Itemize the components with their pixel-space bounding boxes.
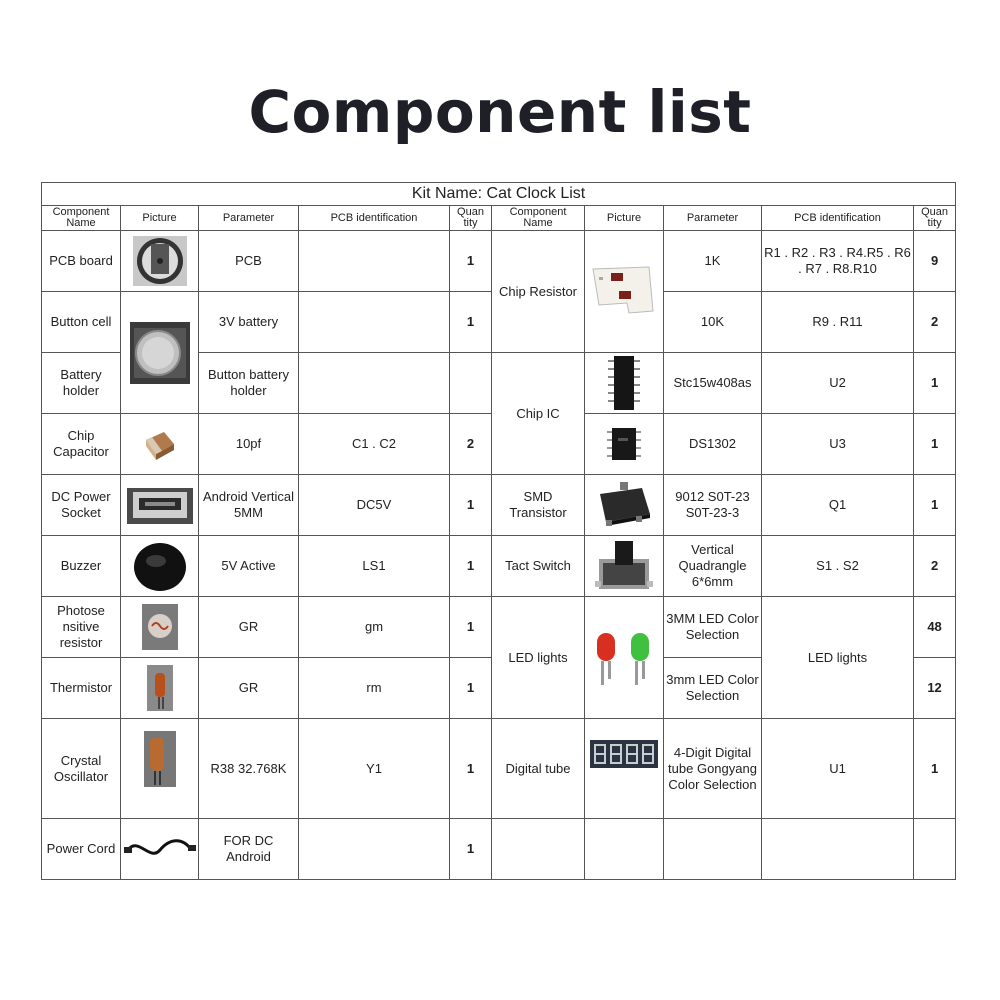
dc-socket-photo xyxy=(121,475,199,536)
parameter: GR xyxy=(199,658,299,719)
crystal-photo xyxy=(121,719,199,819)
chip-capacitor-photo xyxy=(121,414,199,475)
thermistor-photo xyxy=(121,658,199,719)
quantity: 1 xyxy=(914,353,956,414)
header-row xyxy=(42,206,956,231)
pcb-identification: R1 . R2 . R3 . R4.R5 . R6 . R7 . R8.R10 xyxy=(762,231,914,292)
pcb-identification: Q1 xyxy=(762,475,914,536)
component-name: Button cell xyxy=(42,292,121,353)
pcb-identification xyxy=(299,819,450,880)
header-component-name: Component Name xyxy=(492,206,585,231)
quantity: 1 xyxy=(450,819,492,880)
power-cord-photo xyxy=(121,819,199,880)
component-name: Chip Capacitor xyxy=(42,414,121,475)
quantity: 2 xyxy=(914,292,956,353)
quantity: 1 xyxy=(914,719,956,819)
header-component-name: Component Name xyxy=(42,206,121,231)
empty-cell xyxy=(762,819,914,880)
component-name: LED lights xyxy=(492,597,585,719)
header-parameter: Parameter xyxy=(664,206,762,231)
photoresistor-photo xyxy=(121,597,199,658)
digital-tube-photo xyxy=(585,719,664,819)
component-name: Digital tube xyxy=(492,719,585,819)
ic-stc-photo xyxy=(585,353,664,414)
component-table xyxy=(41,182,956,880)
component-name: Photose nsitive resistor xyxy=(42,597,121,658)
parameter: Android Vertical 5MM xyxy=(199,475,299,536)
quantity: 1 xyxy=(450,475,492,536)
parameter: R38 32.768K xyxy=(199,719,299,819)
parameter: 1K xyxy=(664,231,762,292)
pcb-identification: U1 xyxy=(762,719,914,819)
parameter: 5V Active xyxy=(199,536,299,597)
pcb-identification: DC5V xyxy=(299,475,450,536)
table-row xyxy=(42,231,956,292)
table-row xyxy=(42,719,956,819)
table-row xyxy=(42,597,956,658)
tact-switch-photo xyxy=(585,536,664,597)
header-parameter: Parameter xyxy=(199,206,299,231)
pcb-identification: LS1 xyxy=(299,536,450,597)
quantity: 1 xyxy=(450,536,492,597)
pcb-identification: U3 xyxy=(762,414,914,475)
header-quantity: Quan tity xyxy=(450,206,492,231)
ic-ds1302-photo xyxy=(585,414,664,475)
component-name: Thermistor xyxy=(42,658,121,719)
parameter: 10pf xyxy=(199,414,299,475)
parameter: 3mm LED Color Selection xyxy=(664,658,762,719)
parameter: GR xyxy=(199,597,299,658)
chip-resistor-photo xyxy=(585,231,664,353)
table-row xyxy=(42,819,956,880)
parameter: 9012 S0T-23 S0T-23-3 xyxy=(664,475,762,536)
kit-name: Kit Name: Cat Clock List xyxy=(42,183,956,206)
header-picture: Picture xyxy=(121,206,199,231)
pcb-identification: R9 . R11 xyxy=(762,292,914,353)
component-name: Power Cord xyxy=(42,819,121,880)
parameter: 3V battery xyxy=(199,292,299,353)
component-name: Chip IC xyxy=(492,353,585,475)
empty-cell xyxy=(585,819,664,880)
quantity: 1 xyxy=(450,597,492,658)
component-name: PCB board xyxy=(42,231,121,292)
quantity: 1 xyxy=(914,475,956,536)
table-row xyxy=(42,536,956,597)
pcb-identification: U2 xyxy=(762,353,914,414)
quantity: 2 xyxy=(450,414,492,475)
quantity: 2 xyxy=(914,536,956,597)
header-pcb-identification: PCB identification xyxy=(762,206,914,231)
parameter: 4-Digit Digital tube Gongyang Color Selection xyxy=(664,719,762,819)
parameter: DS1302 xyxy=(664,414,762,475)
pcb-identification: S1 . S2 xyxy=(762,536,914,597)
pcb-identification: C1 . C2 xyxy=(299,414,450,475)
pcb-identification xyxy=(299,353,450,414)
parameter: PCB xyxy=(199,231,299,292)
empty-cell xyxy=(664,819,762,880)
quantity: 1 xyxy=(914,414,956,475)
pcb-identification: LED lights xyxy=(762,597,914,719)
pcb-identification xyxy=(299,231,450,292)
header-quantity: Quan tity xyxy=(914,206,956,231)
quantity xyxy=(450,353,492,414)
pcb-identification xyxy=(299,292,450,353)
header-pcb-identification: PCB identification xyxy=(299,206,450,231)
quantity: 48 xyxy=(914,597,956,658)
quantity: 12 xyxy=(914,658,956,719)
page-title: Component list xyxy=(248,78,752,146)
parameter: Stc15w408as xyxy=(664,353,762,414)
quantity: 1 xyxy=(450,719,492,819)
pcb-identification: gm xyxy=(299,597,450,658)
quantity: 1 xyxy=(450,231,492,292)
empty-cell xyxy=(914,819,956,880)
parameter: Button battery holder xyxy=(199,353,299,414)
led-photo xyxy=(585,597,664,719)
buzzer-photo xyxy=(121,536,199,597)
quantity: 1 xyxy=(450,292,492,353)
component-name: Buzzer xyxy=(42,536,121,597)
quantity: 1 xyxy=(450,658,492,719)
component-name: Tact Switch xyxy=(492,536,585,597)
component-name: SMD Transistor xyxy=(492,475,585,536)
component-name: DC Power Socket xyxy=(42,475,121,536)
empty-cell xyxy=(492,819,585,880)
parameter: 10K xyxy=(664,292,762,353)
component-name: Chip Resistor xyxy=(492,231,585,353)
pcb-identification: Y1 xyxy=(299,719,450,819)
button-cell-battery-holder-photo xyxy=(121,292,199,414)
pcb-identification: rm xyxy=(299,658,450,719)
pcb-board-icon xyxy=(121,231,199,292)
quantity: 9 xyxy=(914,231,956,292)
header-picture: Picture xyxy=(585,206,664,231)
component-name: Battery holder xyxy=(42,353,121,414)
parameter: FOR DC Android xyxy=(199,819,299,880)
parameter: 3MM LED Color Selection xyxy=(664,597,762,658)
parameter: Vertical Quadrangle 6*6mm xyxy=(664,536,762,597)
component-name: Crystal Oscillator xyxy=(42,719,121,819)
table-row xyxy=(42,475,956,536)
transistor-photo xyxy=(585,475,664,536)
